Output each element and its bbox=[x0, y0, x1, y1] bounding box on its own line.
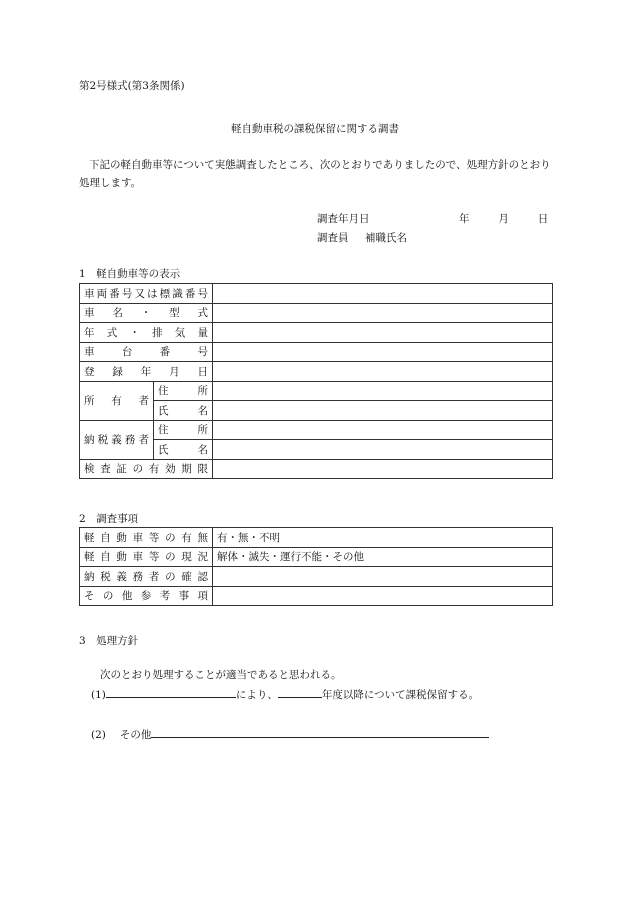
month-label: 月 bbox=[498, 213, 509, 225]
vehicle-info-table bbox=[79, 283, 553, 479]
table-row bbox=[80, 342, 553, 362]
section1-heading: 1 軽自動車等の表示 bbox=[79, 268, 181, 280]
taxpayer-address-value-cell bbox=[213, 420, 553, 440]
row-label-taxpayer-address: 住所 bbox=[154, 420, 213, 440]
inspection-value-cell bbox=[213, 459, 553, 479]
item1-end-text: 年度以降について課税保留する。 bbox=[321, 689, 480, 701]
year-displacement-value-cell bbox=[213, 323, 553, 343]
row-label-plate: 車両番号又は標識番号 bbox=[80, 284, 213, 304]
survey-row-value: 有・無・不明 bbox=[213, 528, 553, 548]
owner-address-value-cell bbox=[213, 381, 553, 401]
table-row bbox=[80, 284, 553, 304]
table-row bbox=[80, 303, 553, 323]
table-row bbox=[80, 567, 553, 587]
row-label-year-displacement: 年式・排気量 bbox=[80, 323, 213, 343]
investigator-row bbox=[317, 229, 548, 248]
section3-heading: 3 処理方針 bbox=[79, 635, 139, 647]
item2-other-blank bbox=[151, 726, 489, 738]
item1-year-blank bbox=[278, 686, 322, 698]
row-label-inspection: 検査証の有効期限 bbox=[80, 459, 213, 479]
registration-value-cell bbox=[213, 362, 553, 382]
survey-info bbox=[317, 210, 548, 248]
survey-items-table bbox=[79, 527, 553, 606]
survey-row-label: 納税義務者の確認 bbox=[80, 567, 213, 587]
row-label-owner-address: 住所 bbox=[154, 381, 213, 401]
survey-date-label: 調査年月日 bbox=[317, 213, 370, 225]
item1-number: (1) bbox=[91, 689, 106, 701]
row-label-registration: 登録年月日 bbox=[80, 362, 213, 382]
survey-row-value bbox=[213, 567, 553, 587]
chassis-value-cell bbox=[213, 342, 553, 362]
survey-row-value bbox=[213, 586, 553, 606]
year-label: 年 bbox=[459, 213, 470, 225]
intro-paragraph: 下記の軽自動車等について実態調査したところ、次のとおりでありましたので、処理方針のとおり処理します。 bbox=[79, 159, 551, 189]
survey-row-label: 軽自動車等の有無 bbox=[80, 528, 213, 548]
item2-number: (2) bbox=[91, 729, 106, 741]
section3-lead: 次のとおり処理することが適当であると思われる。 bbox=[100, 669, 342, 681]
document-title: 軽自動車税の課税保留に関する調書 bbox=[231, 123, 399, 135]
table-row bbox=[80, 420, 553, 440]
row-label-model: 車名・型式 bbox=[80, 303, 213, 323]
policy-item-2 bbox=[91, 726, 489, 742]
item2-label: その他 bbox=[119, 729, 152, 741]
section2-heading: 2 調査事項 bbox=[79, 513, 139, 525]
table-row bbox=[80, 323, 553, 343]
item1-reason-blank bbox=[106, 686, 236, 698]
investigator-name-label: 補職氏名 bbox=[365, 232, 407, 244]
table-row bbox=[80, 586, 553, 606]
taxpayer-name-value-cell bbox=[213, 440, 553, 460]
row-label-chassis: 車台番号 bbox=[80, 342, 213, 362]
table-row bbox=[80, 362, 553, 382]
form-number: 第2号様式(第3条関係) bbox=[79, 80, 185, 92]
survey-date-fields bbox=[459, 210, 548, 229]
row-label-owner-name: 氏名 bbox=[154, 401, 213, 421]
plate-value-cell bbox=[213, 284, 553, 304]
policy-item-1 bbox=[91, 686, 479, 702]
owner-name-value-cell bbox=[213, 401, 553, 421]
survey-date-row bbox=[317, 210, 548, 229]
row-label-taxpayer: 納税義務者 bbox=[80, 420, 154, 459]
survey-row-label: 軽自動車等の現況 bbox=[80, 547, 213, 567]
survey-row-label: その他参考事項 bbox=[80, 586, 213, 606]
table-row bbox=[80, 547, 553, 567]
item1-mid-text: により、 bbox=[235, 689, 278, 701]
day-label: 日 bbox=[537, 213, 549, 225]
table-row bbox=[80, 528, 553, 548]
row-label-owner: 所有者 bbox=[80, 381, 154, 420]
row-label-taxpayer-name: 氏名 bbox=[154, 440, 213, 460]
survey-row-value: 解体・滅失・運行不能・その他 bbox=[213, 547, 553, 567]
model-value-cell bbox=[213, 303, 553, 323]
investigator-label: 調査員 bbox=[317, 232, 349, 244]
table-row bbox=[80, 459, 553, 479]
table-row bbox=[80, 381, 553, 401]
